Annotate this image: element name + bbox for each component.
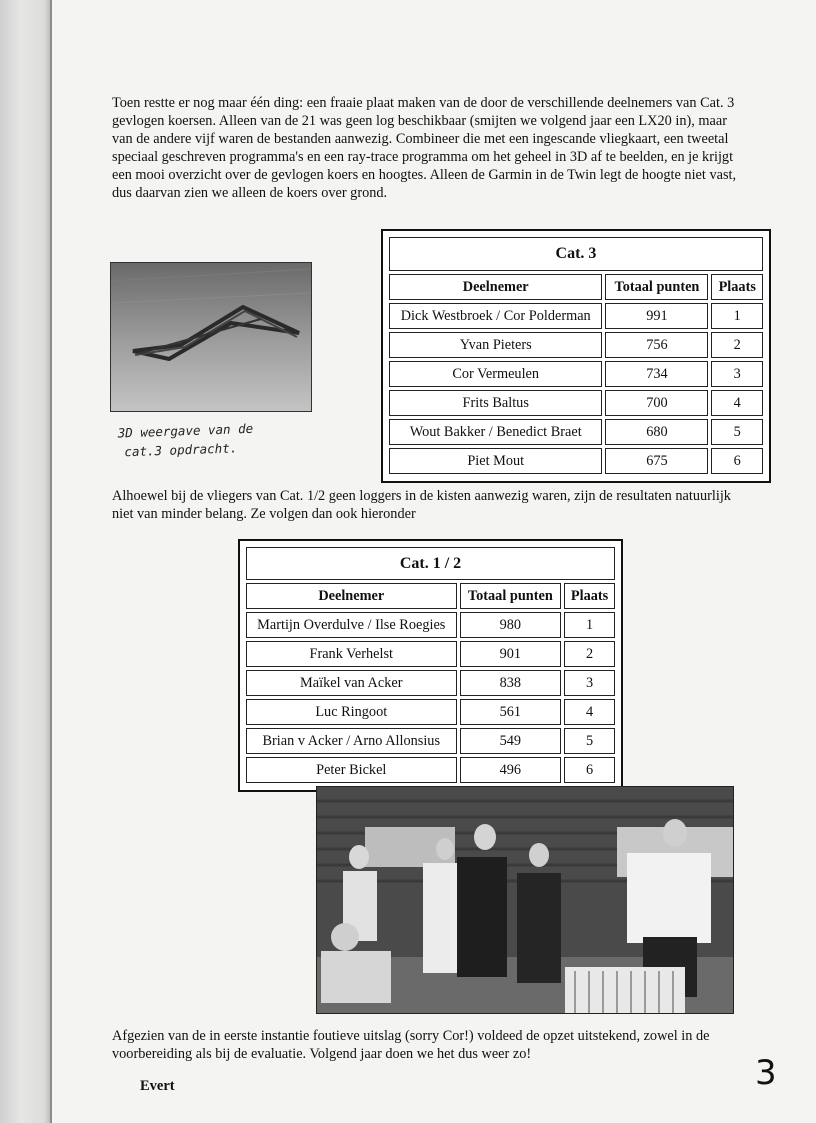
middle-paragraph: Alhoewel bij de vliegers van Cat. 1/2 geen loggers in de kisten aanwezig waren, zijn de resultaten natuurlijk niet van minder belang. Ze volgen dan ook hieronder: [112, 488, 731, 522]
group-photo-graphic: [317, 787, 733, 1013]
participant-cell: Cor Vermeulen: [389, 361, 602, 387]
participant-cell: Brian v Acker / Arno Allonsius: [246, 728, 457, 754]
participant-cell: Maïkel van Acker: [246, 670, 457, 696]
participant-cell: Martijn Overdulve / Ilse Roegies: [246, 612, 457, 638]
cat12-results-table: [238, 539, 623, 792]
table-row: [246, 699, 615, 725]
table-row: [389, 390, 763, 416]
participant-cell: Peter Bickel: [246, 757, 457, 783]
page-number: 3: [755, 1053, 777, 1093]
points-cell: 549: [460, 728, 562, 754]
author-signature: Evert: [140, 1078, 175, 1094]
page-edge: [50, 0, 52, 1123]
points-cell: 980: [460, 612, 562, 638]
points-cell: 561: [460, 699, 562, 725]
participant-cell: Yvan Pieters: [389, 332, 602, 358]
place-cell: 5: [711, 419, 763, 445]
table-row: [246, 612, 615, 638]
table-row: [246, 641, 615, 667]
table-caption: Cat. 3: [389, 237, 763, 271]
participant-cell: Luc Ringoot: [246, 699, 457, 725]
place-cell: 5: [564, 728, 615, 754]
place-cell: 2: [564, 641, 615, 667]
table-row: [389, 419, 763, 445]
participant-cell: Frits Baltus: [389, 390, 602, 416]
table-row: [246, 728, 615, 754]
participant-cell: Piet Mout: [389, 448, 602, 474]
place-cell: 2: [711, 332, 763, 358]
handwritten-note-line-2: cat.3 opdracht.: [124, 440, 238, 460]
column-header-plaats: Plaats: [711, 274, 763, 300]
table-caption: Cat. 1 / 2: [246, 547, 615, 580]
column-header-deelnemer: Deelnemer: [246, 583, 457, 609]
table-row: [246, 757, 615, 783]
table-row: [389, 332, 763, 358]
points-cell: 675: [605, 448, 708, 474]
handwritten-note: [117, 417, 318, 462]
table-row: [246, 670, 615, 696]
column-header-totaal-punten: Totaal punten: [605, 274, 708, 300]
points-cell: 734: [605, 361, 708, 387]
points-cell: 756: [605, 332, 708, 358]
group-photo: [316, 786, 734, 1014]
table-row: [389, 361, 763, 387]
participant-cell: Dick Westbroek / Cor Polderman: [389, 303, 602, 329]
participant-cell: Wout Bakker / Benedict Braet: [389, 419, 602, 445]
closing-paragraph: Afgezien van de in eerste instantie foutieve uitslag (sorry Cor!) voldeed de opzet uitstekend, zowel in de voorbereiding als bij de evaluatie. Volgend jaar doen we het dus weer zo!: [112, 1028, 710, 1062]
table-row: [389, 303, 763, 329]
place-cell: 3: [564, 670, 615, 696]
column-header-deelnemer: Deelnemer: [389, 274, 602, 300]
points-cell: 901: [460, 641, 562, 667]
points-cell: 991: [605, 303, 708, 329]
place-cell: 6: [711, 448, 763, 474]
points-cell: 680: [605, 419, 708, 445]
handwritten-note-line-1: 3D weergave van de: [117, 420, 254, 441]
place-cell: 4: [711, 390, 763, 416]
points-cell: 838: [460, 670, 562, 696]
place-cell: 1: [564, 612, 615, 638]
place-cell: 6: [564, 757, 615, 783]
table-row: [389, 448, 763, 474]
cat3-results-table: [381, 229, 771, 483]
binding-spine: [0, 0, 52, 1123]
place-cell: 3: [711, 361, 763, 387]
column-header-plaats: Plaats: [564, 583, 615, 609]
place-cell: 4: [564, 699, 615, 725]
3d-track-image: [110, 262, 312, 412]
column-header-totaal-punten: Totaal punten: [460, 583, 562, 609]
3d-track-graphic: [111, 263, 311, 411]
place-cell: 1: [711, 303, 763, 329]
participant-cell: Frank Verhelst: [246, 641, 457, 667]
points-cell: 496: [460, 757, 562, 783]
points-cell: 700: [605, 390, 708, 416]
intro-paragraph: Toen restte er nog maar één ding: een fraaie plaat maken van de door de verschillende deelnemers van Cat. 3 gevlogen koersen. Alleen van de 21 was geen log beschikbaar (smijten we volgend jaar een LX20 in), maar van de andere vijf waren de bestanden aanwezig. Combineer die met een ingescande vliegkaart, een tweetal speciaal geschreven programma's en een ray-trace programma om het geheel in 3D af te beelden, en je krijgt een mooi overzicht over de gevlogen koers en hoogtes. Alleen de Garmin in de Twin legt de hoogte niet vast, dus daarvan zien we alleen de koers over grond.: [112, 95, 737, 201]
